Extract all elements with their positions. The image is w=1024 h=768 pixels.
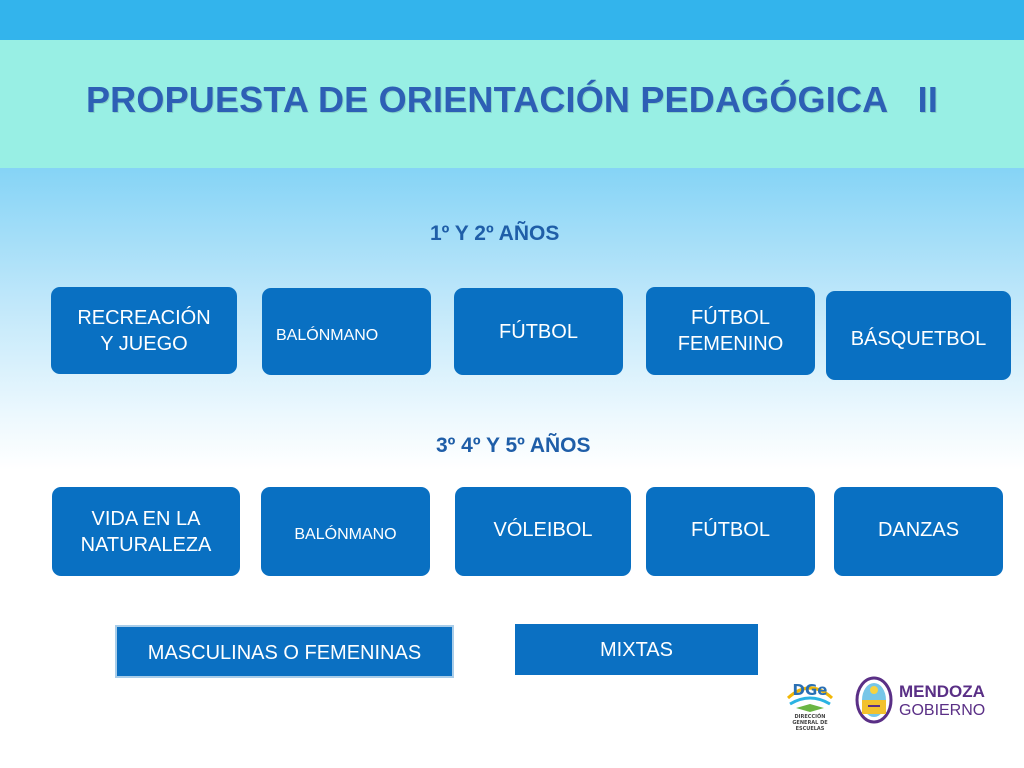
section-heading-1-2: 1º Y 2º AÑOS — [430, 222, 560, 245]
mendoza-shield-icon — [855, 676, 893, 724]
top-bar — [0, 0, 1024, 40]
mendoza-label: MENDOZA — [899, 682, 985, 701]
activity-basquetbol: BÁSQUETBOL — [826, 291, 1011, 380]
section-heading-3-4-5: 3º 4º Y 5º AÑOS — [436, 434, 591, 457]
group-masculinas-o-femeninas: MASCULINAS O FEMENINAS — [115, 625, 454, 678]
activity-futbol: FÚTBOL — [454, 288, 623, 375]
group-mixtas: MIXTAS — [515, 624, 758, 675]
activity-vida-en-la-naturaleza: VIDA EN LA NATURALEZA — [52, 487, 240, 576]
gobierno-label: GOBIERNO — [899, 702, 986, 719]
dge-emblem-icon — [782, 668, 838, 714]
activity-futbol-femenino: FÚTBOL FEMENINO — [646, 287, 815, 375]
activity-voleibol: VÓLEIBOL — [455, 487, 631, 576]
slide-title: PROPUESTA DE ORIENTACIÓN PEDAGÓGICA II — [85, 79, 939, 120]
activity-danzas: DANZAS — [834, 487, 1003, 576]
dge-caption: DIRECCIÓN GENERAL DE ESCUELAS — [792, 714, 828, 732]
dge-logo — [782, 668, 838, 730]
activity-futbol-2: FÚTBOL — [646, 487, 815, 576]
activity-recreacion-y-juego: RECREACIÓN Y JUEGO — [51, 287, 237, 374]
activity-balonmano: BALÓNMANO — [262, 288, 431, 375]
activity-balonmano-2: BALÓNMANO — [261, 487, 430, 576]
mendoza-gobierno-logo — [855, 676, 995, 726]
dge-mark-text: DGe — [792, 681, 828, 699]
